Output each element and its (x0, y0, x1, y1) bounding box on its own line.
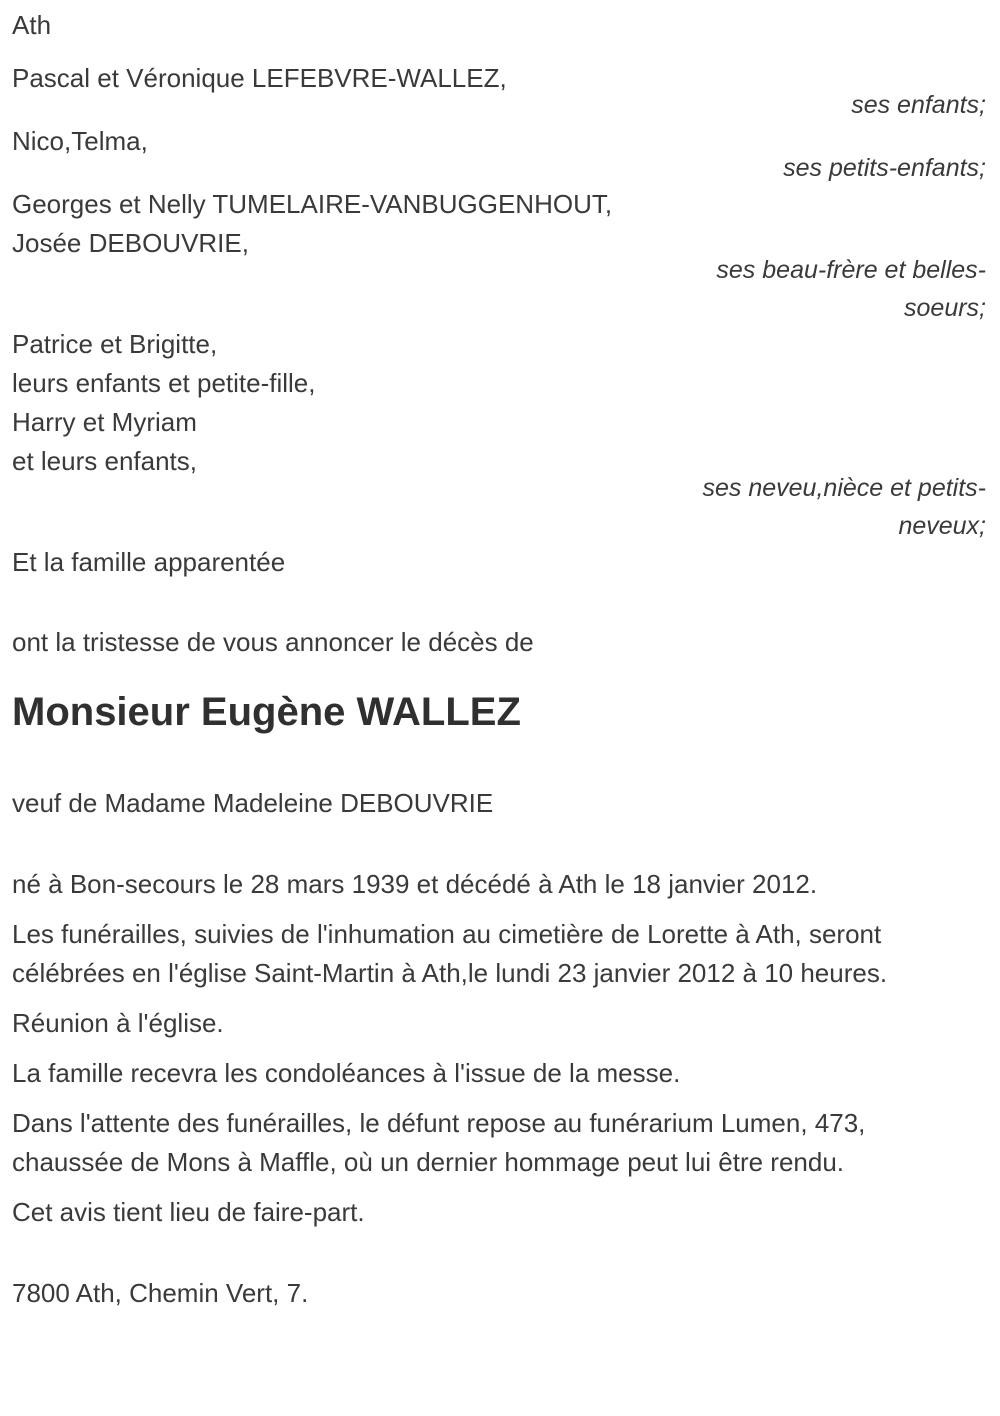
name-line: Josée DEBOUVRIE, (12, 228, 249, 258)
name-line: et leurs enfants, (12, 446, 197, 476)
legal-notice-line: Cet avis tient lieu de faire-part. (12, 1197, 365, 1227)
family-group-children (12, 59, 986, 124)
name-line: Nico,Telma, (12, 126, 148, 156)
relation-label: ses beau-frère et belles-soeurs; (716, 256, 986, 322)
family-closing-line: Et la famille apparentée (12, 547, 286, 577)
announcement-intro: ont la tristesse de vous annoncer le décès de (12, 627, 534, 657)
name-line: Harry et Myriam (12, 407, 197, 437)
repose-line: Dans l'attente des funérailles, le défunt repose au funérarium Lumen, 473, chaussée de Mons à Maffle, où un dernier hommage peut lui être rendu. (12, 1108, 866, 1177)
deceased-name: Monsieur Eugène WALLEZ (12, 690, 521, 734)
name-line: Pascal et Véronique LEFEBVRE-WALLEZ, (12, 63, 507, 93)
relation-label: ses enfants; (851, 91, 986, 119)
family-group-inlaws (12, 185, 986, 327)
place-line: Ath (12, 10, 52, 40)
condolences-line: La famille recevra les condoléances à l'issue de la messe. (12, 1058, 681, 1088)
widower-line: veuf de Madame Madeleine DEBOUVRIE (12, 788, 494, 818)
address-line: 7800 Ath, Chemin Vert, 7. (12, 1278, 309, 1308)
name-line: Georges et Nelly TUMELAIRE-VANBUGGENHOUT, (12, 189, 613, 219)
meeting-line: Réunion à l'église. (12, 1008, 224, 1038)
funeral-details-line: Les funérailles, suivies de l'inhumation au cimetière de Lorette à Ath, seront célébrées en l'église Saint-Martin à Ath,le lundi 23 janvier 2012 à 10 heures. (12, 919, 888, 988)
family-group-grandchildren (12, 122, 986, 187)
family-section (12, 59, 986, 582)
life-dates-line: né à Bon-secours le 28 mars 1939 et décédé à Ath le 18 janvier 2012. (12, 869, 818, 899)
family-group-nephews (12, 325, 986, 545)
relation-label: ses neveu,nièce et petits-neveux; (702, 474, 986, 540)
name-line: leurs enfants et petite-fille, (12, 368, 316, 398)
relation-label: ses petits-enfants; (783, 154, 986, 182)
name-line: Patrice et Brigitte, (12, 329, 218, 359)
